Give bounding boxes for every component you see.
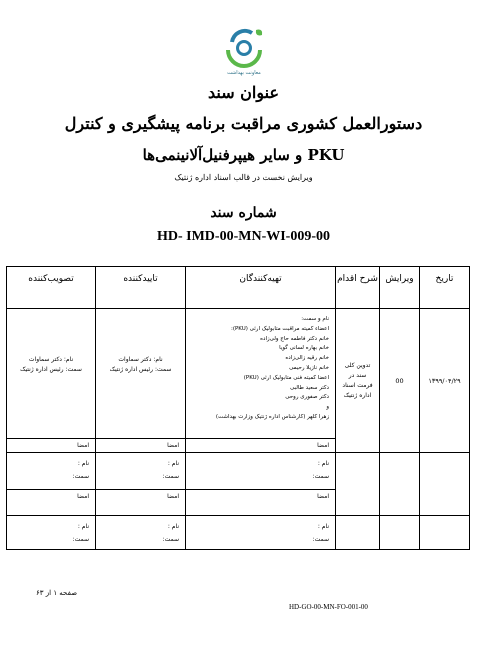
role-label: سمت:: [72, 473, 89, 480]
form-code: HD-GO-00-MN-FO-001-00: [289, 603, 368, 611]
name-label: نام :: [167, 460, 179, 467]
logo-caption: معاونت بهداشت: [227, 70, 261, 76]
header-verified: تاییدکننده: [96, 267, 186, 309]
header-version: ویرایش: [380, 267, 420, 309]
name-label: نام :: [167, 523, 179, 530]
name-label: نام :: [317, 523, 329, 530]
header-approved: تصویب‌کننده: [7, 267, 96, 309]
empty-cell: [336, 453, 380, 516]
doc-number-label: شماره سند: [210, 205, 277, 221]
name-role-cell: [96, 453, 186, 490]
name-label: نام :: [77, 460, 89, 467]
revision-action: تدوین کلی سند در فرمت اسناد اداره ژنتیک: [336, 309, 380, 453]
preparer-line: و: [326, 404, 329, 411]
name-role-cell: [96, 516, 186, 550]
preparer-line: خانم رقیه زالی‌زاده: [285, 355, 329, 362]
doc-number: HD- IMD-00-MN-WI-009-00: [156, 229, 331, 244]
table-row: [7, 309, 470, 439]
preparer-line: خانم بهاره لسانی گویا: [279, 345, 329, 352]
signature-cell: امضا: [186, 490, 336, 516]
revision-approval-table: [6, 266, 470, 550]
name-role-cell: [7, 453, 96, 490]
role-label: سمت:: [312, 473, 329, 480]
approver-info: [7, 309, 96, 439]
name-label: نام :: [317, 460, 329, 467]
edition-note: ویرایش نخست در قالب اسناد اداره ژنتیک: [174, 173, 313, 182]
empty-cell: [380, 453, 420, 516]
name-role-cell: [186, 453, 336, 490]
ministry-logo-icon: [222, 24, 266, 68]
table-row: [7, 516, 470, 550]
preparer-line: اعضا کمیته فنی متابولیک ارثی (PKU): [243, 374, 329, 381]
revision-version: 00: [380, 309, 420, 453]
header-action: شرح اقدام: [336, 267, 380, 309]
name-role-cell: [186, 516, 336, 550]
doc-title-line-2: PKU و سایر هیپرفنیل‌آلانینمی‌ها: [142, 146, 345, 164]
empty-cell: [336, 516, 380, 550]
name-label: نام :: [77, 523, 89, 530]
header-date: تاریخ: [420, 267, 470, 309]
header-prepared: تهیه‌کنندگان: [186, 267, 336, 309]
role-label: سمت:: [162, 473, 179, 480]
signature-cell: امضا: [96, 439, 186, 453]
role-label: سمت:: [312, 536, 329, 543]
page-number: صفحه ۱ از ۶۳: [36, 589, 78, 597]
doc-title-label: عنوان سند: [207, 83, 280, 102]
signature-cell: امضا: [7, 490, 96, 516]
preparer-line: زهرا کلهر (کارشناس اداره ژنتیک وزارت بهداشت): [215, 413, 329, 420]
doc-title-line-1: دستورالعمل کشوری مراقبت برنامه پیشگیری و کنترل: [64, 114, 423, 133]
table-header-row: [7, 267, 470, 309]
empty-cell: [420, 453, 470, 516]
name-role-cell: [7, 516, 96, 550]
preparers-list: [186, 309, 336, 439]
verifier-name: نام: دکتر سماوات: [118, 356, 163, 363]
signature-cell: امضا: [96, 490, 186, 516]
preparer-line: خانم دکتر فاطمه حاج ولی‌زاده: [260, 335, 329, 342]
revision-date: ۱۳۹۹/۰۴/۲۹: [420, 309, 470, 453]
role-label: سمت:: [72, 536, 89, 543]
verifier-info: [96, 309, 186, 439]
preparer-line: خانم نازیلا رحیمی: [289, 364, 329, 371]
preparer-line: دکتر صفوری روحی: [285, 394, 329, 401]
signature-cell: امضا: [186, 439, 336, 453]
verifier-role: سمت: رئیس اداره ژنتیک: [109, 366, 172, 373]
approver-name: نام: دکتر سماوات: [28, 356, 74, 363]
preparer-line: دکتر سعید طالبی: [289, 384, 329, 391]
preparer-line: نام و سمت:: [301, 316, 329, 322]
empty-cell: [420, 516, 470, 550]
empty-cell: [380, 516, 420, 550]
signature-cell: امضا: [7, 439, 96, 453]
preparer-line: اعضاء کمیته مراقبت متابولیک ارثی (PKU):: [230, 325, 329, 332]
role-label: سمت:: [162, 536, 179, 543]
approver-role: سمت: رئیس اداره ژنتیک: [20, 366, 82, 373]
table-row: [7, 453, 470, 490]
